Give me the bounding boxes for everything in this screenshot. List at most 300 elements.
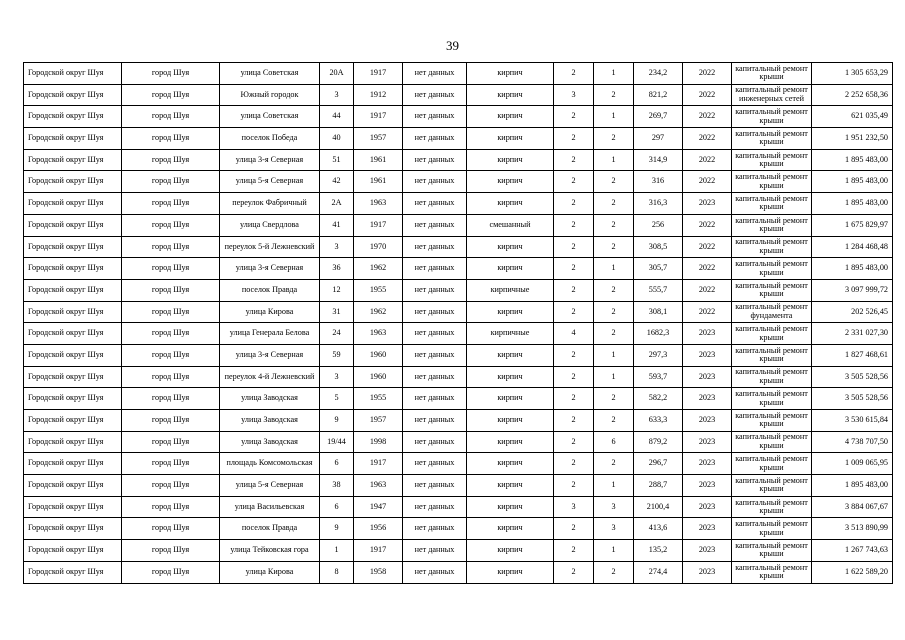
cell-year-built: 1970	[354, 236, 403, 258]
cell-plan-year: 2023	[683, 388, 732, 410]
cell-work-type: капитальный ремонт крыши	[732, 431, 812, 453]
cell-plan-year: 2023	[683, 561, 732, 583]
page-number: 39	[446, 38, 459, 53]
cell-work-type: капитальный ремонт крыши	[732, 128, 812, 150]
cell-plan-year: 2022	[683, 258, 732, 280]
cell-street: улица Васильевская	[220, 496, 320, 518]
cell-municipality: Городской округ Шуя	[24, 453, 122, 475]
table-row	[24, 84, 893, 106]
cell-area: 314,9	[634, 149, 683, 171]
cell-area: 555,7	[634, 279, 683, 301]
cell-work-type: капитальный ремонт фундамента	[732, 301, 812, 323]
cell-entrances: 1	[594, 258, 634, 280]
cell-wall-material: кирпич	[467, 149, 554, 171]
cell-year-built: 1963	[354, 193, 403, 215]
cell-entrances: 3	[594, 496, 634, 518]
cell-cost: 1 284 468,48	[812, 236, 893, 258]
cell-street: переулок Фабричный	[220, 193, 320, 215]
table-row	[24, 323, 893, 345]
table-row	[24, 431, 893, 453]
cell-year-renovated: нет данных	[403, 431, 467, 453]
table-row	[24, 344, 893, 366]
cell-work-type: капитальный ремонт крыши	[732, 193, 812, 215]
cell-floors: 2	[554, 518, 594, 540]
cell-entrances: 1	[594, 475, 634, 497]
cell-entrances: 6	[594, 431, 634, 453]
cell-municipality: Городской округ Шуя	[24, 63, 122, 85]
cell-settlement: город Шуя	[122, 540, 220, 562]
cell-municipality: Городской округ Шуя	[24, 561, 122, 583]
cell-work-type: капитальный ремонт крыши	[732, 496, 812, 518]
cell-year-built: 1963	[354, 323, 403, 345]
cell-house: 2А	[320, 193, 354, 215]
cell-settlement: город Шуя	[122, 561, 220, 583]
cell-cost: 4 738 707,50	[812, 431, 893, 453]
cell-entrances: 2	[594, 410, 634, 432]
cell-plan-year: 2023	[683, 540, 732, 562]
cell-house: 9	[320, 410, 354, 432]
cell-street: улица 5-я Северная	[220, 171, 320, 193]
cell-plan-year: 2023	[683, 344, 732, 366]
cell-wall-material: смешанный	[467, 214, 554, 236]
cell-house: 36	[320, 258, 354, 280]
cell-plan-year: 2023	[683, 323, 732, 345]
cell-settlement: город Шуя	[122, 366, 220, 388]
cell-cost: 1 895 483,00	[812, 475, 893, 497]
cell-settlement: город Шуя	[122, 106, 220, 128]
cell-year-built: 1956	[354, 518, 403, 540]
cell-plan-year: 2022	[683, 171, 732, 193]
cell-street: улица Советская	[220, 106, 320, 128]
cell-year-renovated: нет данных	[403, 171, 467, 193]
cell-floors: 2	[554, 258, 594, 280]
cell-municipality: Городской округ Шуя	[24, 518, 122, 540]
cell-floors: 2	[554, 431, 594, 453]
cell-entrances: 1	[594, 540, 634, 562]
cell-entrances: 2	[594, 453, 634, 475]
cell-floors: 2	[554, 171, 594, 193]
cell-cost: 3 884 067,67	[812, 496, 893, 518]
cell-area: 256	[634, 214, 683, 236]
table-row	[24, 410, 893, 432]
cell-house: 12	[320, 279, 354, 301]
cell-cost: 202 526,45	[812, 301, 893, 323]
cell-entrances: 2	[594, 388, 634, 410]
cell-plan-year: 2022	[683, 149, 732, 171]
cell-house: 8	[320, 561, 354, 583]
cell-settlement: город Шуя	[122, 149, 220, 171]
table-row	[24, 258, 893, 280]
cell-plan-year: 2023	[683, 496, 732, 518]
cell-area: 288,7	[634, 475, 683, 497]
cell-area: 274,4	[634, 561, 683, 583]
cell-year-built: 1917	[354, 214, 403, 236]
cell-year-renovated: нет данных	[403, 453, 467, 475]
cell-year-built: 1912	[354, 84, 403, 106]
cell-cost: 1 895 483,00	[812, 171, 893, 193]
cell-area: 135,2	[634, 540, 683, 562]
cell-work-type: капитальный ремонт крыши	[732, 388, 812, 410]
cell-municipality: Городской округ Шуя	[24, 236, 122, 258]
cell-entrances: 2	[594, 236, 634, 258]
cell-wall-material: кирпич	[467, 453, 554, 475]
cell-street: поселок Победа	[220, 128, 320, 150]
cell-municipality: Городской округ Шуя	[24, 193, 122, 215]
cell-area: 297	[634, 128, 683, 150]
cell-work-type: капитальный ремонт крыши	[732, 149, 812, 171]
cell-work-type: капитальный ремонт крыши	[732, 323, 812, 345]
cell-year-built: 1961	[354, 149, 403, 171]
cell-entrances: 2	[594, 214, 634, 236]
cell-plan-year: 2022	[683, 214, 732, 236]
cell-year-renovated: нет данных	[403, 475, 467, 497]
cell-plan-year: 2022	[683, 301, 732, 323]
cell-floors: 2	[554, 388, 594, 410]
cell-plan-year: 2023	[683, 366, 732, 388]
cell-settlement: город Шуя	[122, 193, 220, 215]
cell-street: улица 3-я Северная	[220, 258, 320, 280]
cell-year-built: 1917	[354, 106, 403, 128]
cell-entrances: 2	[594, 128, 634, 150]
cell-year-renovated: нет данных	[403, 193, 467, 215]
cell-plan-year: 2022	[683, 236, 732, 258]
cell-municipality: Городской округ Шуя	[24, 171, 122, 193]
cell-floors: 2	[554, 453, 594, 475]
cell-cost: 3 530 615,84	[812, 410, 893, 432]
cell-cost: 3 097 999,72	[812, 279, 893, 301]
cell-settlement: город Шуя	[122, 475, 220, 497]
cell-house: 31	[320, 301, 354, 323]
cell-entrances: 1	[594, 366, 634, 388]
table-row	[24, 128, 893, 150]
cell-wall-material: кирпич	[467, 431, 554, 453]
cell-plan-year: 2023	[683, 410, 732, 432]
cell-area: 2100,4	[634, 496, 683, 518]
cell-municipality: Городской округ Шуя	[24, 106, 122, 128]
cell-plan-year: 2023	[683, 475, 732, 497]
cell-street: улица Заводская	[220, 431, 320, 453]
table-row	[24, 106, 893, 128]
cell-settlement: город Шуя	[122, 301, 220, 323]
cell-street: улица Свердлова	[220, 214, 320, 236]
cell-street: улица Кирова	[220, 561, 320, 583]
cell-wall-material: кирпич	[467, 496, 554, 518]
cell-settlement: город Шуя	[122, 518, 220, 540]
cell-entrances: 2	[594, 171, 634, 193]
cell-settlement: город Шуя	[122, 84, 220, 106]
cell-year-renovated: нет данных	[403, 106, 467, 128]
cell-year-built: 1957	[354, 410, 403, 432]
cell-work-type: капитальный ремонт крыши	[732, 518, 812, 540]
cell-municipality: Городской округ Шуя	[24, 410, 122, 432]
cell-wall-material: кирпич	[467, 128, 554, 150]
cell-municipality: Городской округ Шуя	[24, 128, 122, 150]
cell-house: 3	[320, 236, 354, 258]
cell-municipality: Городской округ Шуя	[24, 258, 122, 280]
cell-work-type: капитальный ремонт крыши	[732, 410, 812, 432]
cell-settlement: город Шуя	[122, 171, 220, 193]
cell-street: переулок 5-й Лежневский	[220, 236, 320, 258]
cell-year-renovated: нет данных	[403, 214, 467, 236]
cell-house: 42	[320, 171, 354, 193]
cell-floors: 2	[554, 475, 594, 497]
cell-floors: 3	[554, 84, 594, 106]
cell-wall-material: кирпич	[467, 540, 554, 562]
cell-work-type: капитальный ремонт крыши	[732, 540, 812, 562]
cell-settlement: город Шуя	[122, 388, 220, 410]
cell-area: 308,5	[634, 236, 683, 258]
cell-house: 19/44	[320, 431, 354, 453]
cell-floors: 2	[554, 106, 594, 128]
cell-cost: 1 895 483,00	[812, 149, 893, 171]
table-row	[24, 214, 893, 236]
cell-cost: 1 827 468,61	[812, 344, 893, 366]
cell-cost: 3 513 890,99	[812, 518, 893, 540]
cell-street: переулок 4-й Лежневский	[220, 366, 320, 388]
cell-work-type: капитальный ремонт крыши	[732, 366, 812, 388]
cell-municipality: Городской округ Шуя	[24, 496, 122, 518]
cell-settlement: город Шуя	[122, 214, 220, 236]
cell-work-type: капитальный ремонт крыши	[732, 453, 812, 475]
cell-house: 5	[320, 388, 354, 410]
table-row	[24, 301, 893, 323]
cell-year-built: 1998	[354, 431, 403, 453]
cell-work-type: капитальный ремонт крыши	[732, 214, 812, 236]
cell-street: улица 3-я Северная	[220, 149, 320, 171]
cell-settlement: город Шуя	[122, 236, 220, 258]
cell-entrances: 1	[594, 344, 634, 366]
cell-area: 316	[634, 171, 683, 193]
cell-cost: 1 305 653,29	[812, 63, 893, 85]
cell-house: 6	[320, 453, 354, 475]
cell-floors: 3	[554, 496, 594, 518]
cell-year-renovated: нет данных	[403, 128, 467, 150]
cell-entrances: 3	[594, 518, 634, 540]
cell-plan-year: 2022	[683, 63, 732, 85]
cell-street: улица 3-я Северная	[220, 344, 320, 366]
cell-municipality: Городской округ Шуя	[24, 149, 122, 171]
table-row	[24, 453, 893, 475]
cell-entrances: 2	[594, 561, 634, 583]
cell-work-type: капитальный ремонт инженерных сетей	[732, 84, 812, 106]
cell-wall-material: кирпич	[467, 518, 554, 540]
cell-area: 308,1	[634, 301, 683, 323]
cell-street: улица Генерала Белова	[220, 323, 320, 345]
cell-settlement: город Шуя	[122, 410, 220, 432]
cell-settlement: город Шуя	[122, 323, 220, 345]
cell-area: 413,6	[634, 518, 683, 540]
table-row	[24, 366, 893, 388]
cell-cost: 1 622 589,20	[812, 561, 893, 583]
cell-plan-year: 2022	[683, 128, 732, 150]
cell-wall-material: кирпич	[467, 171, 554, 193]
cell-wall-material: кирпич	[467, 106, 554, 128]
cell-plan-year: 2023	[683, 453, 732, 475]
cell-entrances: 2	[594, 84, 634, 106]
cell-municipality: Городской округ Шуя	[24, 279, 122, 301]
cell-wall-material: кирпич	[467, 410, 554, 432]
table-row	[24, 388, 893, 410]
cell-work-type: капитальный ремонт крыши	[732, 106, 812, 128]
cell-municipality: Городской округ Шуя	[24, 344, 122, 366]
cell-work-type: капитальный ремонт крыши	[732, 279, 812, 301]
cell-area: 297,3	[634, 344, 683, 366]
cell-street: поселок Правда	[220, 518, 320, 540]
cell-wall-material: кирпич	[467, 366, 554, 388]
cell-year-renovated: нет данных	[403, 518, 467, 540]
cell-house: 38	[320, 475, 354, 497]
cell-entrances: 2	[594, 279, 634, 301]
cell-settlement: город Шуя	[122, 496, 220, 518]
cell-year-renovated: нет данных	[403, 388, 467, 410]
cell-year-renovated: нет данных	[403, 323, 467, 345]
cell-house: 20А	[320, 63, 354, 85]
cell-work-type: капитальный ремонт крыши	[732, 63, 812, 85]
cell-wall-material: кирпич	[467, 258, 554, 280]
cell-year-built: 1962	[354, 301, 403, 323]
cell-floors: 2	[554, 149, 594, 171]
cell-year-built: 1917	[354, 540, 403, 562]
cell-work-type: капитальный ремонт крыши	[732, 561, 812, 583]
cell-year-renovated: нет данных	[403, 366, 467, 388]
cell-year-renovated: нет данных	[403, 344, 467, 366]
cell-entrances: 1	[594, 63, 634, 85]
cell-floors: 2	[554, 236, 594, 258]
cell-entrances: 2	[594, 323, 634, 345]
cell-cost: 1 267 743,63	[812, 540, 893, 562]
cell-cost: 1 675 829,97	[812, 214, 893, 236]
cell-area: 879,2	[634, 431, 683, 453]
cell-year-renovated: нет данных	[403, 301, 467, 323]
cell-year-renovated: нет данных	[403, 410, 467, 432]
cell-street: площадь Комсомольская	[220, 453, 320, 475]
cell-floors: 2	[554, 410, 594, 432]
table-row	[24, 171, 893, 193]
cell-plan-year: 2022	[683, 106, 732, 128]
cell-year-renovated: нет данных	[403, 84, 467, 106]
cell-year-built: 1955	[354, 388, 403, 410]
cell-cost: 3 505 528,56	[812, 366, 893, 388]
cell-area: 269,7	[634, 106, 683, 128]
cell-floors: 2	[554, 540, 594, 562]
cell-municipality: Городской округ Шуя	[24, 84, 122, 106]
cell-floors: 2	[554, 366, 594, 388]
cell-settlement: город Шуя	[122, 258, 220, 280]
cell-municipality: Городской округ Шуя	[24, 540, 122, 562]
cell-street: поселок Правда	[220, 279, 320, 301]
cell-street: улица Советская	[220, 63, 320, 85]
cell-wall-material: кирпич	[467, 193, 554, 215]
cell-year-renovated: нет данных	[403, 496, 467, 518]
cell-house: 40	[320, 128, 354, 150]
cell-area: 582,2	[634, 388, 683, 410]
cell-year-built: 1961	[354, 171, 403, 193]
cell-street: улица Тейковская гора	[220, 540, 320, 562]
cell-street: улица Заводская	[220, 410, 320, 432]
cell-entrances: 1	[594, 106, 634, 128]
cell-year-renovated: нет данных	[403, 149, 467, 171]
housing-repair-table	[23, 62, 893, 584]
cell-year-built: 1955	[354, 279, 403, 301]
cell-wall-material: кирпич	[467, 84, 554, 106]
cell-wall-material: кирпич	[467, 561, 554, 583]
cell-year-renovated: нет данных	[403, 561, 467, 583]
cell-floors: 2	[554, 561, 594, 583]
cell-wall-material: кирпичные	[467, 323, 554, 345]
cell-work-type: капитальный ремонт крыши	[732, 236, 812, 258]
table-row	[24, 496, 893, 518]
cell-cost: 2 252 658,36	[812, 84, 893, 106]
cell-house: 59	[320, 344, 354, 366]
cell-year-built: 1963	[354, 475, 403, 497]
cell-area: 305,7	[634, 258, 683, 280]
cell-plan-year: 2022	[683, 84, 732, 106]
cell-work-type: капитальный ремонт крыши	[732, 475, 812, 497]
cell-year-built: 1917	[354, 453, 403, 475]
cell-cost: 1 895 483,00	[812, 258, 893, 280]
table-row	[24, 63, 893, 85]
cell-year-built: 1947	[354, 496, 403, 518]
cell-year-renovated: нет данных	[403, 63, 467, 85]
cell-settlement: город Шуя	[122, 128, 220, 150]
cell-wall-material: кирпич	[467, 475, 554, 497]
cell-area: 821,2	[634, 84, 683, 106]
cell-plan-year: 2023	[683, 518, 732, 540]
cell-house: 3	[320, 366, 354, 388]
cell-area: 633,3	[634, 410, 683, 432]
cell-floors: 4	[554, 323, 594, 345]
cell-cost: 1 009 065,95	[812, 453, 893, 475]
cell-wall-material: кирпич	[467, 388, 554, 410]
cell-settlement: город Шуя	[122, 453, 220, 475]
cell-area: 593,7	[634, 366, 683, 388]
cell-work-type: капитальный ремонт крыши	[732, 171, 812, 193]
cell-cost: 1 951 232,50	[812, 128, 893, 150]
cell-house: 3	[320, 84, 354, 106]
cell-floors: 2	[554, 214, 594, 236]
cell-area: 234,2	[634, 63, 683, 85]
cell-house: 51	[320, 149, 354, 171]
cell-wall-material: кирпич	[467, 236, 554, 258]
cell-floors: 2	[554, 279, 594, 301]
cell-entrances: 2	[594, 301, 634, 323]
cell-area: 316,3	[634, 193, 683, 215]
cell-floors: 2	[554, 63, 594, 85]
cell-year-renovated: нет данных	[403, 258, 467, 280]
table-row	[24, 279, 893, 301]
cell-year-built: 1917	[354, 63, 403, 85]
cell-municipality: Городской округ Шуя	[24, 475, 122, 497]
cell-house: 6	[320, 496, 354, 518]
table-row	[24, 193, 893, 215]
cell-wall-material: кирпич	[467, 344, 554, 366]
cell-municipality: Городской округ Шуя	[24, 366, 122, 388]
cell-area: 296,7	[634, 453, 683, 475]
cell-plan-year: 2023	[683, 193, 732, 215]
cell-municipality: Городской округ Шуя	[24, 431, 122, 453]
cell-cost: 3 505 528,56	[812, 388, 893, 410]
cell-house: 9	[320, 518, 354, 540]
cell-floors: 2	[554, 128, 594, 150]
cell-wall-material: кирпич	[467, 301, 554, 323]
cell-street: улица Кирова	[220, 301, 320, 323]
cell-work-type: капитальный ремонт крыши	[732, 258, 812, 280]
cell-year-built: 1958	[354, 561, 403, 583]
cell-cost: 2 331 027,30	[812, 323, 893, 345]
cell-area: 1682,3	[634, 323, 683, 345]
cell-floors: 2	[554, 301, 594, 323]
cell-year-built: 1960	[354, 366, 403, 388]
